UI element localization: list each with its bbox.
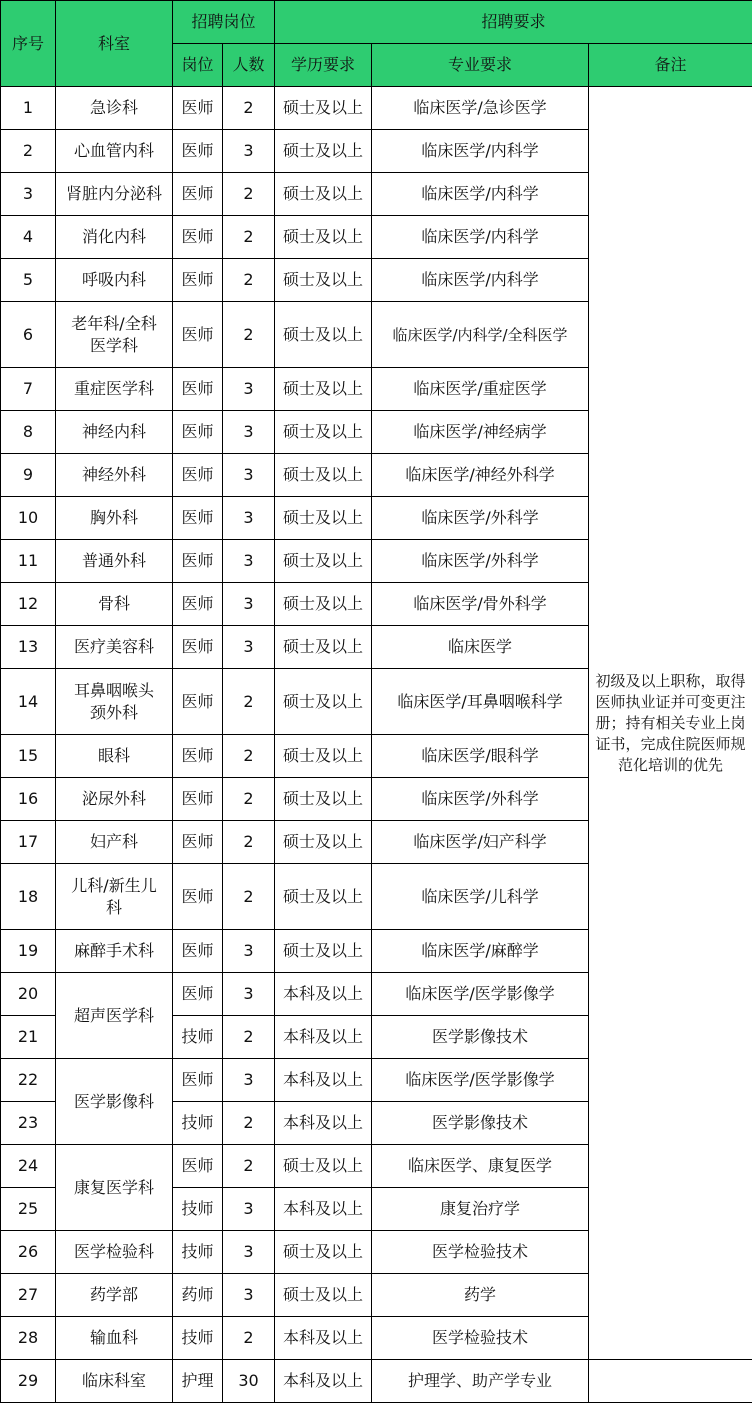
cell-count: 2 — [223, 821, 275, 864]
cell-seq: 24 — [1, 1145, 56, 1188]
cell-edu: 硕士及以上 — [275, 87, 372, 130]
cell-major: 临床医学/外科学 — [372, 497, 589, 540]
cell-major: 临床医学/内科学 — [372, 173, 589, 216]
cell-seq: 13 — [1, 626, 56, 669]
cell-major: 临床医学/外科学 — [372, 540, 589, 583]
cell-post: 医师 — [173, 540, 223, 583]
cell-note-empty — [589, 1360, 752, 1403]
cell-edu: 硕士及以上 — [275, 583, 372, 626]
cell-count: 2 — [223, 87, 275, 130]
cell-edu: 硕士及以上 — [275, 454, 372, 497]
cell-edu: 硕士及以上 — [275, 1145, 372, 1188]
cell-major: 临床医学/内科学 — [372, 259, 589, 302]
cell-count: 2 — [223, 1317, 275, 1360]
cell-post: 医师 — [173, 259, 223, 302]
cell-seq: 19 — [1, 930, 56, 973]
cell-count: 3 — [223, 930, 275, 973]
cell-dept: 超声医学科 — [56, 973, 173, 1059]
cell-seq: 11 — [1, 540, 56, 583]
cell-post: 医师 — [173, 454, 223, 497]
cell-seq: 2 — [1, 130, 56, 173]
cell-seq: 18 — [1, 864, 56, 930]
cell-count: 3 — [223, 497, 275, 540]
cell-count: 2 — [223, 669, 275, 735]
cell-edu: 硕士及以上 — [275, 930, 372, 973]
cell-count: 2 — [223, 864, 275, 930]
cell-major: 临床医学/内科学/全科医学 — [372, 302, 589, 368]
cell-post: 技师 — [173, 1102, 223, 1145]
cell-dept: 儿科/新生儿科 — [56, 864, 173, 930]
cell-post: 医师 — [173, 302, 223, 368]
cell-major: 临床医学 — [372, 626, 589, 669]
cell-seq: 12 — [1, 583, 56, 626]
cell-seq: 3 — [1, 173, 56, 216]
cell-seq: 25 — [1, 1188, 56, 1231]
cell-major: 康复治疗学 — [372, 1188, 589, 1231]
cell-count: 3 — [223, 540, 275, 583]
cell-post: 医师 — [173, 411, 223, 454]
cell-count: 3 — [223, 973, 275, 1016]
cell-dept: 急诊科 — [56, 87, 173, 130]
header-post-group: 招聘岗位 — [173, 1, 275, 44]
cell-count: 3 — [223, 1231, 275, 1274]
cell-count: 3 — [223, 1188, 275, 1231]
cell-seq: 28 — [1, 1317, 56, 1360]
cell-count: 2 — [223, 778, 275, 821]
cell-seq: 7 — [1, 368, 56, 411]
cell-post: 医师 — [173, 778, 223, 821]
cell-edu: 硕士及以上 — [275, 821, 372, 864]
cell-post: 医师 — [173, 173, 223, 216]
cell-edu: 硕士及以上 — [275, 626, 372, 669]
cell-seq: 20 — [1, 973, 56, 1016]
cell-dept: 耳鼻咽喉头颈外科 — [56, 669, 173, 735]
cell-count: 2 — [223, 735, 275, 778]
cell-edu: 硕士及以上 — [275, 778, 372, 821]
cell-post: 医师 — [173, 130, 223, 173]
cell-seq: 23 — [1, 1102, 56, 1145]
cell-count: 3 — [223, 583, 275, 626]
cell-dept: 神经外科 — [56, 454, 173, 497]
header-seq: 序号 — [1, 1, 56, 87]
cell-edu: 硕士及以上 — [275, 540, 372, 583]
cell-edu: 本科及以上 — [275, 1188, 372, 1231]
cell-count: 3 — [223, 1059, 275, 1102]
cell-edu: 本科及以上 — [275, 1059, 372, 1102]
cell-major: 临床医学/医学影像学 — [372, 1059, 589, 1102]
cell-seq: 16 — [1, 778, 56, 821]
cell-major: 医学影像技术 — [372, 1102, 589, 1145]
cell-dept: 骨科 — [56, 583, 173, 626]
cell-major: 医学影像技术 — [372, 1016, 589, 1059]
cell-major: 临床医学/骨外科学 — [372, 583, 589, 626]
header-edu: 学历要求 — [275, 44, 372, 87]
cell-edu: 硕士及以上 — [275, 497, 372, 540]
cell-count: 3 — [223, 368, 275, 411]
cell-major: 临床医学、康复医学 — [372, 1145, 589, 1188]
cell-count: 2 — [223, 259, 275, 302]
cell-seq: 4 — [1, 216, 56, 259]
cell-post: 医师 — [173, 1145, 223, 1188]
cell-dept: 消化内科 — [56, 216, 173, 259]
header-req-group: 招聘要求 — [275, 1, 752, 44]
cell-seq: 6 — [1, 302, 56, 368]
cell-count: 2 — [223, 1016, 275, 1059]
cell-dept: 老年科/全科医学科 — [56, 302, 173, 368]
cell-major: 医学检验技术 — [372, 1317, 589, 1360]
cell-count: 3 — [223, 411, 275, 454]
cell-edu: 硕士及以上 — [275, 368, 372, 411]
cell-dept: 医学影像科 — [56, 1059, 173, 1145]
cell-dept: 医疗美容科 — [56, 626, 173, 669]
cell-edu: 本科及以上 — [275, 1016, 372, 1059]
cell-edu: 硕士及以上 — [275, 864, 372, 930]
cell-post: 医师 — [173, 735, 223, 778]
cell-dept: 呼吸内科 — [56, 259, 173, 302]
cell-count: 2 — [223, 302, 275, 368]
cell-post: 技师 — [173, 1188, 223, 1231]
header-row-1 — [1, 1, 752, 44]
cell-edu: 本科及以上 — [275, 1360, 372, 1403]
cell-seq: 14 — [1, 669, 56, 735]
cell-edu: 硕士及以上 — [275, 1274, 372, 1317]
cell-note: 初级及以上职称，取得医师执业证并可变更注册；持有相关专业上岗证书，完成住院医师规范化培训的优先 — [589, 87, 752, 1360]
cell-dept: 神经内科 — [56, 411, 173, 454]
cell-post: 技师 — [173, 1231, 223, 1274]
cell-post: 技师 — [173, 1016, 223, 1059]
cell-major: 临床医学/神经外科学 — [372, 454, 589, 497]
cell-count: 2 — [223, 173, 275, 216]
header-dept: 科室 — [56, 1, 173, 87]
cell-edu: 本科及以上 — [275, 973, 372, 1016]
cell-major: 临床医学/外科学 — [372, 778, 589, 821]
cell-edu: 硕士及以上 — [275, 216, 372, 259]
cell-dept: 康复医学科 — [56, 1145, 173, 1231]
cell-seq: 26 — [1, 1231, 56, 1274]
cell-count: 3 — [223, 1274, 275, 1317]
cell-dept: 肾脏内分泌科 — [56, 173, 173, 216]
cell-edu: 硕士及以上 — [275, 411, 372, 454]
cell-count: 3 — [223, 626, 275, 669]
cell-dept: 泌尿外科 — [56, 778, 173, 821]
cell-dept: 妇产科 — [56, 821, 173, 864]
cell-post: 医师 — [173, 930, 223, 973]
cell-count: 2 — [223, 216, 275, 259]
cell-dept: 胸外科 — [56, 497, 173, 540]
cell-count: 30 — [223, 1360, 275, 1403]
cell-seq: 27 — [1, 1274, 56, 1317]
cell-edu: 硕士及以上 — [275, 1231, 372, 1274]
cell-major: 护理学、助产学专业 — [372, 1360, 589, 1403]
header-note: 备注 — [589, 44, 752, 87]
header-count: 人数 — [223, 44, 275, 87]
table-row — [1, 87, 752, 130]
cell-post: 医师 — [173, 216, 223, 259]
cell-count: 2 — [223, 1145, 275, 1188]
cell-post: 技师 — [173, 1317, 223, 1360]
cell-major: 临床医学/医学影像学 — [372, 973, 589, 1016]
cell-post: 医师 — [173, 583, 223, 626]
cell-dept: 普通外科 — [56, 540, 173, 583]
cell-edu: 本科及以上 — [275, 1102, 372, 1145]
cell-major: 临床医学/内科学 — [372, 216, 589, 259]
cell-dept: 药学部 — [56, 1274, 173, 1317]
cell-major: 医学检验技术 — [372, 1231, 589, 1274]
cell-post: 药师 — [173, 1274, 223, 1317]
cell-post: 医师 — [173, 821, 223, 864]
cell-post: 医师 — [173, 1059, 223, 1102]
cell-dept: 临床科室 — [56, 1360, 173, 1403]
cell-dept: 输血科 — [56, 1317, 173, 1360]
cell-dept: 眼科 — [56, 735, 173, 778]
cell-edu: 硕士及以上 — [275, 259, 372, 302]
table-row — [1, 1360, 752, 1403]
cell-major: 临床医学/麻醉学 — [372, 930, 589, 973]
cell-edu: 硕士及以上 — [275, 130, 372, 173]
cell-post: 医师 — [173, 973, 223, 1016]
cell-count: 3 — [223, 454, 275, 497]
cell-major: 临床医学/儿科学 — [372, 864, 589, 930]
cell-seq: 10 — [1, 497, 56, 540]
cell-edu: 硕士及以上 — [275, 173, 372, 216]
cell-major: 临床医学/重症医学 — [372, 368, 589, 411]
cell-major: 临床医学/妇产科学 — [372, 821, 589, 864]
cell-seq: 8 — [1, 411, 56, 454]
cell-dept: 麻醉手术科 — [56, 930, 173, 973]
cell-seq: 22 — [1, 1059, 56, 1102]
cell-major: 临床医学/内科学 — [372, 130, 589, 173]
cell-major: 临床医学/眼科学 — [372, 735, 589, 778]
cell-seq: 9 — [1, 454, 56, 497]
cell-major: 临床医学/急诊医学 — [372, 87, 589, 130]
cell-seq: 5 — [1, 259, 56, 302]
cell-dept: 重症医学科 — [56, 368, 173, 411]
cell-seq: 17 — [1, 821, 56, 864]
cell-post: 医师 — [173, 368, 223, 411]
cell-post: 医师 — [173, 497, 223, 540]
cell-edu: 硕士及以上 — [275, 735, 372, 778]
cell-post: 医师 — [173, 669, 223, 735]
cell-seq: 15 — [1, 735, 56, 778]
cell-post: 医师 — [173, 87, 223, 130]
cell-edu: 硕士及以上 — [275, 302, 372, 368]
cell-seq: 21 — [1, 1016, 56, 1059]
cell-seq: 1 — [1, 87, 56, 130]
cell-count: 3 — [223, 130, 275, 173]
cell-seq: 29 — [1, 1360, 56, 1403]
cell-dept: 医学检验科 — [56, 1231, 173, 1274]
cell-edu: 硕士及以上 — [275, 669, 372, 735]
cell-post: 医师 — [173, 864, 223, 930]
cell-count: 2 — [223, 1102, 275, 1145]
cell-major: 临床医学/神经病学 — [372, 411, 589, 454]
header-post: 岗位 — [173, 44, 223, 87]
cell-dept: 心血管内科 — [56, 130, 173, 173]
cell-post: 医师 — [173, 626, 223, 669]
cell-major: 药学 — [372, 1274, 589, 1317]
header-major: 专业要求 — [372, 44, 589, 87]
cell-post: 护理 — [173, 1360, 223, 1403]
cell-major: 临床医学/耳鼻咽喉科学 — [372, 669, 589, 735]
cell-edu: 本科及以上 — [275, 1317, 372, 1360]
